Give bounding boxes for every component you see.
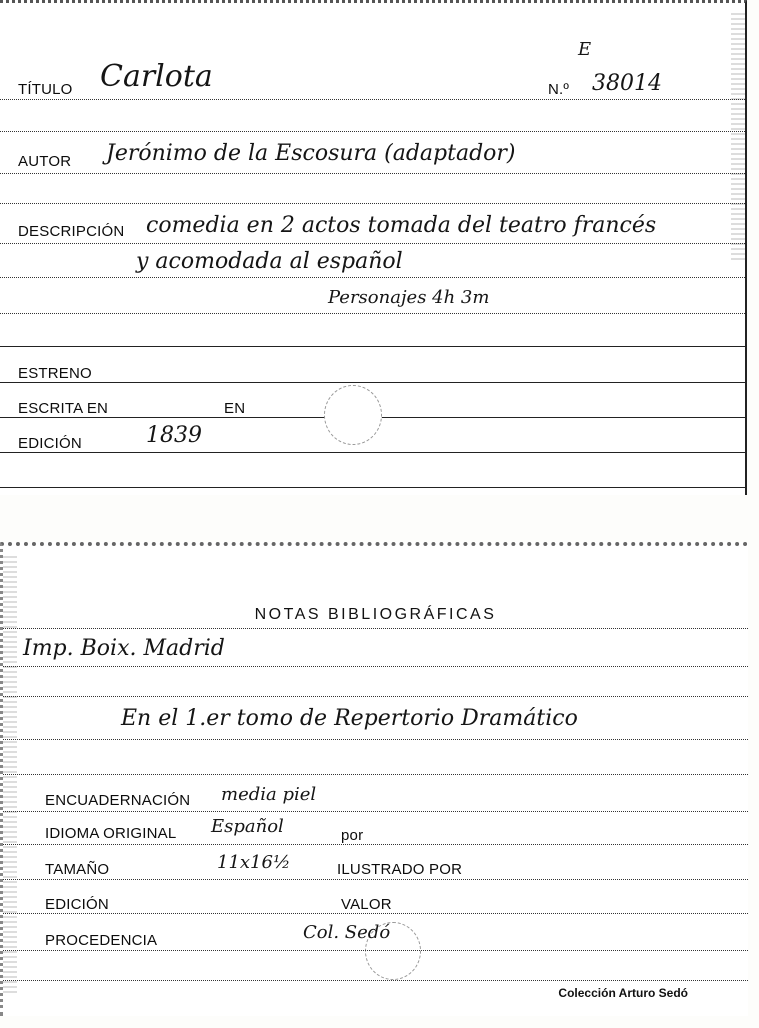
descripcion-line-1: comedia en 2 actos tomada del teatro francés — [146, 213, 657, 238]
collection-footer: Colección Arturo Sedó — [558, 986, 688, 1000]
idioma-value: Español — [211, 816, 284, 837]
titulo-label: TÍTULO — [18, 81, 73, 98]
ilustrado-label: ILUSTRADO POR — [337, 861, 463, 878]
titulo-value: Carlota — [100, 59, 213, 94]
line-procedencia — [3, 950, 748, 951]
note-line-1: Imp. Boix. Madrid — [23, 636, 225, 661]
line-encuadernacion — [3, 811, 748, 812]
note-line-2: En el 1.er tomo de Repertorio Dramático — [121, 706, 578, 731]
edicion-label: EDICIÓN — [18, 435, 82, 452]
line-heading — [3, 628, 748, 629]
line-solid-1 — [0, 346, 745, 347]
line-descripcion-2 — [0, 277, 745, 278]
line-blank-1 — [0, 131, 745, 132]
line-notes-1 — [3, 666, 748, 667]
descripcion-label: DESCRIPCIÓN — [18, 223, 125, 240]
line-blank-2 — [0, 203, 745, 204]
notas-heading: NOTAS BIBLIOGRÁFICAS — [254, 606, 497, 623]
line-idioma — [3, 844, 748, 845]
descripcion-line-2: y acomodada al español — [136, 249, 403, 274]
line-last — [3, 980, 748, 981]
edicion-back-label: EDICIÓN — [45, 896, 109, 913]
line-descripcion-3 — [0, 313, 745, 314]
procedencia-label: PROCEDENCIA — [45, 932, 158, 949]
tamano-value: 11x16½ — [217, 852, 291, 873]
numero-label: N.º — [548, 81, 570, 98]
line-edicion-back — [3, 913, 748, 914]
catalog-card-front — [0, 0, 747, 495]
por-label: por — [341, 827, 364, 844]
line-edicion — [0, 452, 745, 453]
paper-edge-noise — [731, 13, 745, 263]
line-estreno — [0, 382, 745, 383]
line-notes-4 — [3, 774, 748, 775]
escrita-label: ESCRITA EN — [18, 400, 109, 417]
autor-label: AUTOR — [18, 153, 72, 170]
line-bottom — [0, 487, 745, 488]
estreno-label: ESTRENO — [18, 365, 92, 382]
valor-label: VALOR — [341, 896, 392, 913]
idioma-label: IDIOMA ORIGINAL — [45, 825, 177, 842]
line-autor — [0, 173, 745, 174]
encuadernacion-label: ENCUADERNACIÓN — [45, 792, 191, 809]
encuadernacion-value: media piel — [221, 784, 317, 805]
catalog-card-back — [0, 542, 748, 1016]
numero-value: 38014 — [592, 71, 662, 96]
letter-mark: E — [578, 39, 592, 60]
line-descripcion-1 — [0, 243, 745, 244]
escrita-en-label: EN — [224, 400, 246, 417]
procedencia-value: Col. Sedó — [303, 922, 391, 943]
line-notes-2 — [3, 696, 748, 697]
line-notes-3 — [3, 739, 748, 740]
autor-value: Jerónimo de la Escosura (adaptador) — [106, 141, 516, 166]
line-titulo — [0, 99, 745, 100]
edicion-value: 1839 — [146, 423, 202, 448]
hole-punch-mark — [324, 385, 382, 445]
tamano-label: TAMAÑO — [45, 861, 110, 878]
descripcion-line-3: Personajes 4h 3m — [328, 287, 490, 308]
line-tamano — [3, 879, 748, 880]
